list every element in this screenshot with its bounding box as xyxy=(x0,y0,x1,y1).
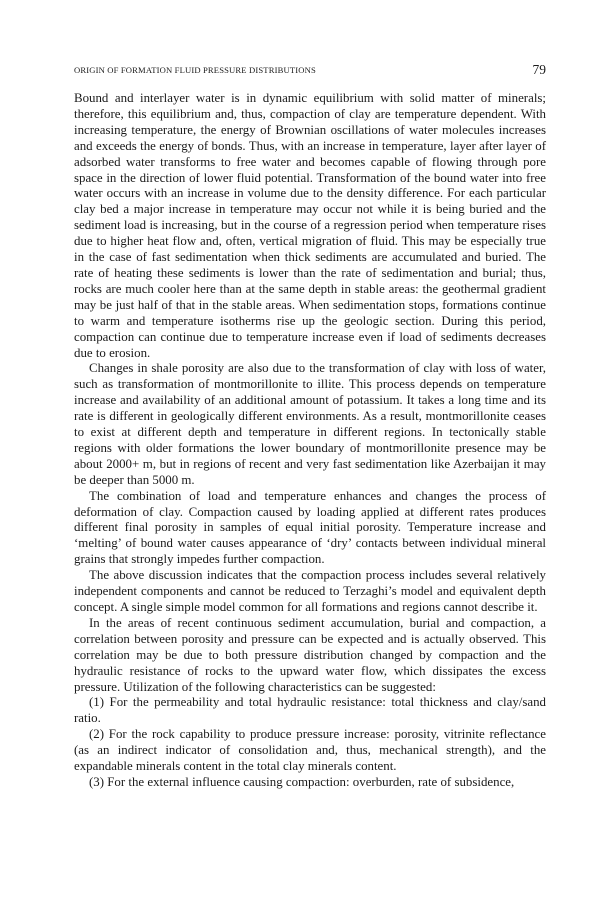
body-text xyxy=(74,91,546,791)
page-number: 79 xyxy=(532,62,546,77)
list-item: (3) For the external influence causing compaction: overburden, rate of subsidence, xyxy=(89,774,515,789)
list-item: (2) For the rock capability to produce pressure increase: porosity, vitrinite reflectance (as an indirect indicator of consolidation and, thus, mechanical strength), and the expandable minerals content in the total clay minerals content. xyxy=(74,727,546,774)
paragraph: In the areas of recent continuous sediment accumulation, burial and compaction, a correlation between porosity and pressure can be expected and is actually observed. This correlation may be due to both pressure distribution changed by compaction and the hydraulic resistance of rocks to the upward water flow, which dissipates the excess pressure. Utilization of the following characteristics can be suggested: xyxy=(74,615,546,694)
paragraph: The combination of load and temperature enhances and changes the process of deformation of clay. Compaction caused by loading applied at different rates produces different final porosity in samples of equal initial porosity. Temperature increase and ‘melting’ of bound water causes appearance of ‘dry’ contacts between individual mineral grains that strongly impedes further compaction. xyxy=(74,488,546,567)
list-item: (1) For the permeability and total hydraulic resistance: total thickness and clay/sand ratio. xyxy=(74,695,546,726)
paragraph: The above discussion indicates that the compaction process includes several relatively independent components and cannot be reduced to Terzaghi’s model and equivalent depth concept. A single simple model common for all formations and regions cannot describe it. xyxy=(74,568,546,614)
running-title: ORIGIN OF FORMATION FLUID PRESSURE DISTRIBUTIONS xyxy=(74,65,316,75)
paragraph: Bound and interlayer water is in dynamic equilibrium with solid matter of minerals; therefore, this equilibrium and, thus, compaction of clay are temperature dependent. With increasing temperature, the energy of Brownian oscillations of water molecules increases and exceeds the energy of bonds. Thus, with an increase in temperature, layer after layer of adsorbed water transforms to free water and becomes capable of flowing through pore space in the direction of lower fluid potential. Transformation of the bound water into free water occurs with an increase in volume due to the density difference. For each particular clay bed a major increase in temperature may occur not while it is being buried and the sediment load is increasing, but in the course of a regression period when temperature rises due to higher heat flow and, often, vertical migration of fluid. This may be especially true in the case of fast sedimentation when thick sediments are accumulated and buried. The rate of heating these sediments is lower than the rate of sedimentation and burial; thus, rocks are much cooler here than at the same depth in stable areas: the geothermal gradient may be just half of that in the stable areas. When sedimentation stops, formations continue to warm and temperature isotherms rise up the geologic section. During this period, compaction can continue due to temperature increase even if load of sediments decreases due to erosion. xyxy=(74,91,546,360)
running-header xyxy=(74,62,546,80)
paragraph: Changes in shale porosity are also due to the transformation of clay with loss of water, such as transformation of montmorillonite to illite. This process depends on temperature increase and availability of an additional amount of potassium. It takes a long time and its rate is different in geologically different environments. As a result, montmorillonite ceases to exist at different depth and temperature in different regions. In tectonically stable regions with older formations the lower boundary of montmorillonite presence may be about 2000+ m, but in regions of recent and very fast sedimentation like Azerbaijan it may be deeper than 5000 m. xyxy=(74,361,546,487)
